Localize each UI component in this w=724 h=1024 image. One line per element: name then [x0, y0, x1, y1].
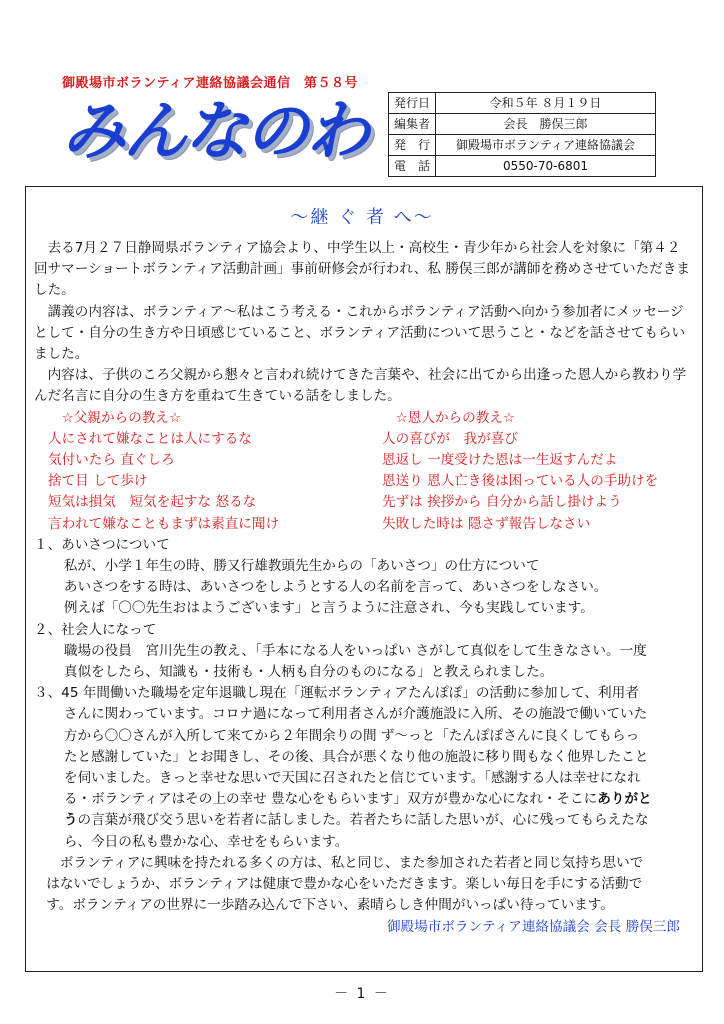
article-body [34, 238, 694, 938]
teaching-item: 恩送り 恩人亡き後は困っている人の手助けを [382, 473, 659, 490]
section-line [34, 810, 694, 831]
section-line: さんに関わっています。コロナ過になって利用者さんが介護施設に入所、その施設で働いていた [63, 706, 648, 723]
section-heading: １、あいさつについて [34, 536, 170, 553]
info-row [389, 114, 656, 135]
benefactor-teachings [374, 408, 658, 535]
teaching-item: 人にされて嫌なことは人にするな [48, 430, 252, 447]
section-line: 方から〇〇さんが入所して来てから２年間余りの間 ず～っと「たんぽぽさんに良くしてもらっ [63, 727, 640, 744]
section-text: の言葉が飛び交う思いを若者に話しました。若者たちに話した思いが、心に残ってもらえたな [77, 812, 649, 829]
paragraph: 去る7月２７日静岡県ボランティア協会より、中学生以上・高校生・青少年から社会人を対象に「第４２回サマーショートボランティア活動計画」事前研修会が行われ、私 勝俣三郎が講師を務めさせていただきました。 [34, 240, 691, 299]
section-heading: ３、45 年間働いた職場を定年退職し現在「運転ボランティアたんぽぽ」の活動に参加して、利用者 [34, 685, 639, 702]
closing-line: す。ボランティアの世界に一歩踏み込んで下さい、素晴らしき仲間がいっぱい待っています。 [46, 897, 614, 914]
teaching-item: 恩返し 一度受けた恩は一生返すんだよ [382, 452, 618, 469]
info-label: 発行日 [389, 93, 436, 114]
info-label: 電 話 [389, 156, 436, 177]
benefactor-teachings-heading: ☆恩人からの教え☆ [395, 409, 516, 426]
emphasis-thanks: ありがと [597, 791, 652, 808]
section-line: あいさつをする時は、あいさつをしようとする人の名前を言って、あいさつをしなさい。 [63, 579, 608, 596]
newsletter-subtitle: 御殿場市ボランティア連絡協議会通信 第５８号 [62, 76, 358, 91]
section-line: 例えば「〇〇先生おはようございます」と言うように注意され、今も実践しています。 [63, 600, 594, 617]
info-row [389, 156, 656, 177]
info-value: 0550-70-6801 [436, 156, 656, 177]
issue-info-table [388, 92, 656, 177]
page-number: － 1 － [334, 986, 390, 1002]
section-line [34, 789, 694, 810]
paragraph: 講義の内容は、ボランティア～私はこう考える・これからボランティア活動へ向かう参加者にメッセージとして・自分の生き方や日頃感じていること、ボランティア活動について思うこと・などを話させてもらいました。 [34, 303, 686, 363]
info-label: 発 行 [389, 135, 436, 156]
closing-line: はないでしょうか、ボランティアは健康で豊かな心をいただきます。楽しい毎日を手にする活動で [46, 876, 643, 893]
closing-line: ボランティアに興味を持たれる多くの方は、私と同じ、また参加された若者と同じ気持ち思いで [59, 854, 644, 871]
section-line: たと感謝していた」とお聞きし、その後、具合が悪くなり他の施設に移り間もなく他界したこと [63, 748, 649, 765]
teaching-item: 言われて嫌なこともまずは素直に聞け [48, 515, 280, 532]
info-value: 御殿場市ボランティア連絡協議会 [436, 135, 656, 156]
section-heading: ２、社会人になって [34, 621, 157, 638]
info-value: 会長 勝俣三郎 [436, 114, 656, 135]
info-label: 編集者 [389, 114, 436, 135]
section-line: を伺いました。きっと幸せな思いで天国に召されたと信じています。「感謝する人は幸せになれ [63, 770, 641, 787]
signature: 御殿場市ボランティア連絡協議会 会長 勝俣三郎 [386, 918, 680, 935]
section-line: 職場の役員 宮川先生の教え、「手本になる人をいっぱい さがして真似をして生きなさい。一度 [63, 642, 647, 659]
teaching-item: 捨て目 して歩け [48, 473, 148, 490]
teaching-item: 先ずは 挨拶から 自分から話し掛けよう [382, 494, 622, 511]
teaching-item: 気付いたら 直ぐしろ [48, 452, 175, 469]
teachings-columns [34, 408, 694, 535]
article-title: ～継 ぐ 者 へ～ [290, 207, 434, 228]
father-teachings-heading: ☆父親からの教え☆ [61, 409, 182, 426]
section-line: 真似をしたら、知識も・技術も・人柄も自分のものになる」と教えられました。 [63, 664, 554, 681]
section-line: 私が、小学１年生の時、勝又行雄教頭先生からの「あいさつ」の仕方について [63, 558, 540, 575]
info-value: 令和５年 ８月１９日 [436, 93, 656, 114]
info-row [389, 93, 656, 114]
teaching-item: 人の喜びが 我が喜び [382, 430, 518, 447]
teaching-item: 失敗した時は 隠さず報告しなさい [382, 515, 591, 532]
teaching-item: 短気は損気 短気を起すな 怒るな [48, 494, 257, 511]
paragraph: 内容は、子供のころ父親から懇々と言われ続けてきた言葉や、社会に出てから出逢った恩人から教わり学んだ名言に自分の生き方を重ねて生きている話をしました。 [34, 367, 687, 405]
section-line: ら、今日の私も豊かな心、幸せをもらいます。 [63, 833, 349, 850]
info-row [389, 135, 656, 156]
newsletter-logo: みんなのわ [62, 95, 367, 169]
emphasis-thanks-end: う [63, 812, 78, 829]
father-teachings [34, 408, 374, 535]
section-text: る・ボランティアはその上の幸せ 豊な心をもらいます」双方が豊かな心になれ・そこに [63, 791, 598, 808]
